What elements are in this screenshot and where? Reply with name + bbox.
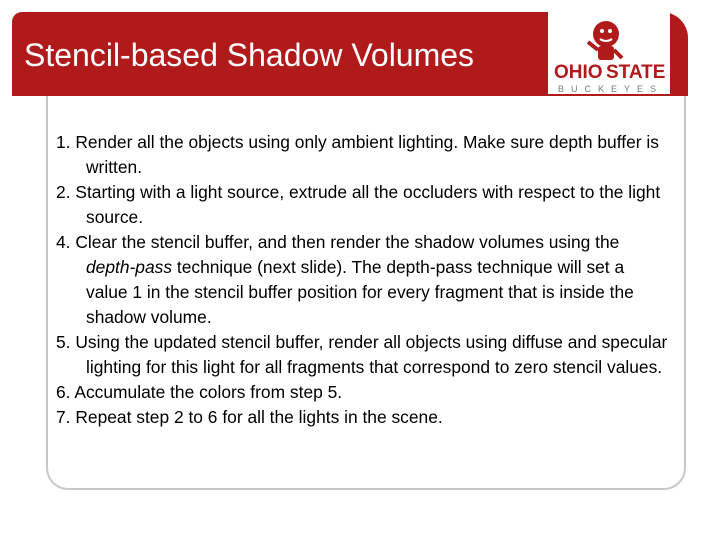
item-number: 6. [56, 382, 71, 402]
logo-wordmark-left: OHIO [554, 62, 603, 83]
list-item [56, 180, 670, 230]
item-number: 1. [56, 132, 71, 152]
item-text-before: Clear the stencil buffer, and then render the shadow volumes using the [75, 232, 620, 252]
item-text: Repeat step 2 to 6 for all the lights in the scene. [75, 407, 443, 427]
item-text: Render all the objects using only ambient lighting. Make sure depth buffer is written. [75, 132, 659, 177]
list-item [56, 230, 670, 330]
item-number: 5. [56, 332, 71, 352]
steps-list [56, 130, 670, 430]
logo-subtitle: BUCKEYES [558, 84, 664, 94]
list-item [56, 380, 670, 405]
item-text: Starting with a light source, extrude all the occluders with respect to the light source. [75, 182, 661, 227]
item-number: 7. [56, 407, 71, 427]
ohio-state-logo [548, 12, 670, 94]
item-text: Using the updated stencil buffer, render all objects using diffuse and specular lighting for this light for all fragments that correspond to zero stencil values. [75, 332, 668, 377]
list-item [56, 405, 670, 430]
list-item [56, 130, 670, 180]
item-number: 2. [56, 182, 71, 202]
slide-title: Stencil-based Shadow Volumes [24, 37, 475, 73]
item-text-after: technique (next slide). The depth-pass technique will set a value 1 in the stencil buffer position for every fragment that is inside the shadow volume. [86, 257, 634, 327]
list-item [56, 330, 670, 380]
item-emphasis: depth-pass [86, 257, 173, 277]
item-number: 4. [56, 232, 71, 252]
item-text: Accumulate the colors from step 5. [74, 382, 343, 402]
logo-wordmark-right: STATE [606, 62, 666, 83]
